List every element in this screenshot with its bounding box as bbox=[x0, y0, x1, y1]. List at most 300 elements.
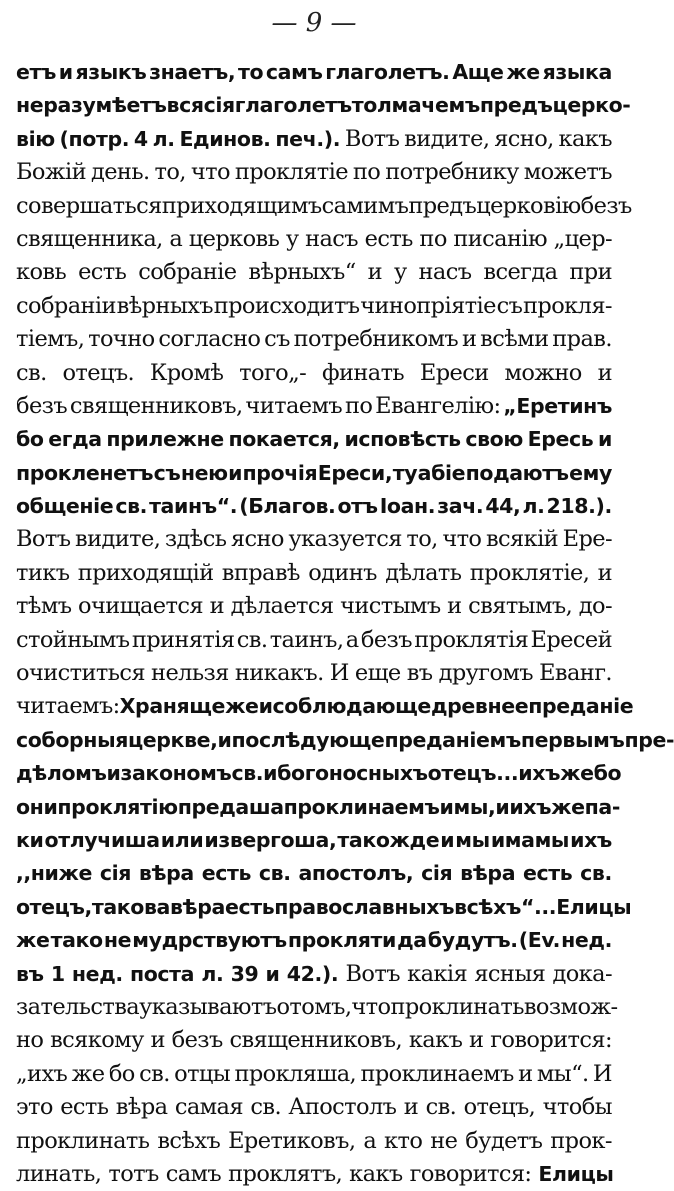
bold-word: таинъ“. bbox=[149, 494, 238, 519]
word: одинъ bbox=[308, 559, 377, 586]
word: вѣрныхъ“ bbox=[248, 259, 356, 286]
bold-word: вѣра bbox=[138, 861, 194, 886]
bold-word: бо bbox=[16, 427, 44, 452]
bold-word: глаголетъ bbox=[234, 93, 352, 118]
word: церковь bbox=[188, 225, 280, 252]
word: Еретиковъ, bbox=[228, 1127, 356, 1154]
bold-word: есть bbox=[201, 861, 252, 886]
word: потребникомъ bbox=[293, 326, 459, 353]
bold-word: и bbox=[265, 961, 280, 986]
word: съ bbox=[264, 326, 290, 353]
bold-word: 42.). bbox=[286, 961, 339, 986]
word: по bbox=[344, 392, 373, 419]
text-line bbox=[16, 457, 612, 490]
word: совершаться bbox=[16, 192, 162, 219]
word: Вотъ bbox=[344, 125, 400, 152]
bold-word: нед. bbox=[71, 961, 123, 986]
word: и bbox=[518, 1060, 533, 1087]
text-line bbox=[16, 991, 618, 1024]
word: Вотъ bbox=[345, 960, 400, 987]
bold-word: Елицы bbox=[538, 1161, 614, 1186]
word: ясно, bbox=[494, 125, 554, 152]
word: прав. bbox=[552, 326, 612, 353]
word: отцы bbox=[174, 1060, 231, 1087]
word: читаемъ: bbox=[16, 693, 120, 720]
text-line bbox=[16, 757, 622, 790]
bold-word: извергоша, bbox=[204, 827, 337, 852]
bold-word: (Ev. bbox=[518, 928, 561, 953]
bold-word: и bbox=[258, 694, 273, 719]
word: безъ bbox=[580, 192, 632, 219]
word: линать, bbox=[16, 1160, 102, 1187]
text-line bbox=[16, 1125, 612, 1158]
word: видите, bbox=[404, 125, 490, 152]
word: о bbox=[276, 993, 290, 1020]
bold-word: (Благов. bbox=[239, 494, 336, 519]
bold-word: отецъ... bbox=[427, 761, 519, 786]
text-line bbox=[16, 290, 612, 323]
bold-word: исповѣсть bbox=[344, 427, 461, 452]
word: а bbox=[345, 626, 359, 653]
bold-word: первымъ bbox=[520, 727, 625, 752]
bold-word: церко- bbox=[552, 93, 631, 118]
bold-word: и bbox=[58, 60, 73, 84]
bold-word: предаша bbox=[177, 794, 284, 819]
word: и bbox=[597, 359, 612, 386]
bold-word: знаетъ, bbox=[149, 60, 236, 84]
text-line bbox=[16, 824, 612, 857]
word: прокляша, bbox=[234, 1060, 357, 1087]
word: священника, bbox=[16, 225, 163, 252]
word: какъ bbox=[408, 1027, 463, 1054]
text-line bbox=[16, 223, 612, 256]
bold-word: ему bbox=[569, 460, 612, 485]
word: вѣра bbox=[115, 1094, 168, 1121]
bold-word: толмачемъ bbox=[351, 93, 480, 118]
bold-word: бо bbox=[593, 761, 622, 786]
word: что bbox=[351, 993, 391, 1020]
text-line bbox=[16, 1091, 612, 1124]
word: вѣрныхъ bbox=[116, 292, 213, 319]
bold-word: ихъ bbox=[570, 827, 612, 852]
word: Божій bbox=[16, 159, 86, 186]
word: священниковъ, bbox=[69, 392, 243, 419]
word: чистымъ bbox=[340, 593, 441, 620]
bold-word: не bbox=[16, 93, 44, 118]
bold-word: или bbox=[160, 827, 204, 852]
word: проклятіе bbox=[234, 159, 348, 186]
word: читаемъ bbox=[245, 392, 343, 419]
bold-word: и bbox=[106, 761, 121, 786]
bold-word: св. bbox=[258, 861, 291, 886]
word: тѣмъ bbox=[16, 593, 72, 620]
text-line bbox=[16, 624, 612, 657]
bold-word: прилежне bbox=[106, 427, 224, 452]
bold-word: л. bbox=[522, 494, 545, 519]
bold-word: такова bbox=[91, 894, 170, 919]
word: всегда bbox=[483, 259, 558, 286]
word: всѣми bbox=[480, 326, 549, 353]
bold-word: отецъ, bbox=[16, 894, 92, 919]
word: по bbox=[352, 159, 381, 186]
word: день. bbox=[90, 159, 150, 186]
text-line bbox=[16, 1058, 612, 1091]
word: приходящимъ bbox=[161, 192, 322, 219]
word: это bbox=[16, 1094, 53, 1121]
word: Апостолъ bbox=[288, 1094, 397, 1121]
word: Евангелію: bbox=[375, 392, 501, 419]
word: что bbox=[190, 159, 230, 186]
bold-word: прокленетъ bbox=[16, 460, 154, 485]
text-line bbox=[16, 891, 632, 924]
word: и bbox=[209, 593, 224, 620]
bold-word: да bbox=[397, 928, 427, 953]
text-line bbox=[16, 1024, 612, 1057]
word: св. bbox=[16, 359, 47, 386]
text-line bbox=[16, 56, 612, 89]
bold-word: свою bbox=[465, 427, 523, 452]
bold-word: Іоан. bbox=[379, 494, 436, 519]
word: дока- bbox=[552, 960, 612, 987]
bold-word: они bbox=[16, 794, 58, 819]
bold-word: же bbox=[560, 761, 594, 786]
word: тіемъ, bbox=[16, 326, 85, 353]
bold-word: вѣра bbox=[169, 894, 225, 919]
bold-word: Единов. bbox=[179, 126, 271, 151]
bold-word: па- bbox=[584, 794, 620, 819]
bold-word: имамы bbox=[490, 827, 570, 852]
word: Ере- bbox=[562, 526, 612, 553]
word: то, bbox=[406, 526, 438, 553]
word: есть bbox=[78, 259, 127, 286]
bold-word: сія bbox=[421, 861, 453, 886]
word: насъ bbox=[305, 225, 359, 252]
bold-word: св. bbox=[115, 494, 148, 519]
bold-word: и bbox=[495, 794, 510, 819]
bold-word: глаголетъ. bbox=[325, 60, 450, 84]
word: Кромѣ bbox=[149, 359, 224, 386]
word: при bbox=[569, 259, 612, 286]
word: Ересей bbox=[530, 626, 612, 653]
word: бо bbox=[108, 1060, 135, 1087]
word: есть bbox=[60, 1094, 109, 1121]
text-line bbox=[16, 523, 612, 556]
text-line bbox=[16, 724, 674, 757]
word: и bbox=[447, 593, 462, 620]
bold-word: етъ bbox=[16, 60, 56, 84]
bold-word: мудрствуютъ bbox=[132, 928, 287, 953]
word: тотъ bbox=[108, 1160, 159, 1187]
word: указываютъ bbox=[139, 993, 277, 1020]
bold-word: подаютъ bbox=[465, 460, 569, 485]
word: а bbox=[363, 1127, 377, 1154]
word: еще bbox=[354, 660, 401, 687]
word: точно bbox=[88, 326, 155, 353]
bold-word: 4 bbox=[133, 126, 148, 151]
word: прокля- bbox=[523, 292, 612, 319]
bold-word: л. bbox=[152, 126, 175, 151]
bold-word: Аще bbox=[452, 60, 504, 84]
bold-word: въ bbox=[16, 961, 44, 986]
word: Ереси bbox=[419, 359, 489, 386]
bold-word: есть bbox=[224, 894, 275, 919]
word: финать bbox=[321, 359, 405, 386]
bold-word: зач. bbox=[437, 494, 484, 519]
bold-word: то bbox=[238, 60, 264, 84]
word: всякій bbox=[485, 526, 559, 553]
text-line bbox=[16, 924, 612, 957]
word: и bbox=[150, 1027, 165, 1054]
bold-word: проклинаемъ bbox=[283, 794, 440, 819]
bold-word: самъ bbox=[265, 60, 323, 84]
word: есть bbox=[364, 225, 413, 252]
text-line bbox=[16, 323, 612, 356]
word: вправѣ bbox=[221, 559, 300, 586]
word: будетъ bbox=[465, 1127, 543, 1154]
word: можно bbox=[504, 359, 582, 386]
bold-word: отъ bbox=[337, 494, 378, 519]
bold-word: такожде bbox=[337, 827, 440, 852]
bold-word: абіе bbox=[417, 460, 466, 485]
text-line bbox=[16, 958, 612, 991]
word: происходитъ bbox=[213, 292, 360, 319]
bold-word: и bbox=[217, 727, 232, 752]
bold-word: сія bbox=[99, 861, 132, 886]
word: самъ bbox=[165, 1160, 222, 1187]
bold-word: л. bbox=[201, 961, 224, 986]
bold-word: же bbox=[506, 60, 540, 84]
word: прок- bbox=[550, 1127, 612, 1154]
word: и bbox=[469, 1027, 484, 1054]
text-line bbox=[16, 256, 612, 289]
bold-word: егда bbox=[48, 427, 102, 452]
bold-word: же bbox=[16, 928, 50, 953]
word: зательства bbox=[16, 993, 140, 1020]
bold-word: и bbox=[440, 827, 455, 852]
bold-word: всѣхъ“... bbox=[454, 894, 557, 919]
bold-word: ,,ниже bbox=[16, 861, 93, 886]
word: Еванг. bbox=[539, 660, 612, 687]
bold-word: и bbox=[263, 761, 278, 786]
bold-word: не bbox=[103, 928, 132, 953]
word: у bbox=[285, 225, 299, 252]
word: же bbox=[71, 1060, 105, 1087]
text-line bbox=[16, 590, 612, 623]
word: И bbox=[592, 1060, 612, 1087]
word: какія bbox=[407, 960, 468, 987]
bold-word: 218.). bbox=[546, 494, 612, 519]
text-line bbox=[16, 357, 612, 390]
bold-word: „Еретинъ bbox=[503, 393, 612, 418]
word: не bbox=[430, 1127, 458, 1154]
bold-word: ту bbox=[392, 460, 418, 485]
word: здѣсь bbox=[164, 526, 227, 553]
bold-word: же bbox=[225, 694, 259, 719]
word: очиститься bbox=[16, 660, 145, 687]
word: проклятіе, bbox=[469, 559, 590, 586]
bold-word: сія bbox=[203, 93, 235, 118]
bold-word: общеніе bbox=[16, 494, 114, 519]
word: всякому bbox=[50, 1027, 144, 1054]
bold-word: 44, bbox=[485, 494, 521, 519]
bold-word: и bbox=[597, 427, 612, 452]
word: можетъ bbox=[523, 159, 612, 186]
text-line bbox=[16, 490, 612, 523]
word: проклятъ, bbox=[228, 1160, 343, 1187]
word: томъ, bbox=[289, 993, 352, 1020]
word: проклинать bbox=[390, 993, 524, 1020]
word: никакъ. bbox=[234, 660, 324, 687]
bold-word: предъ bbox=[479, 93, 553, 118]
bold-word: прокляти bbox=[287, 928, 396, 953]
word: но bbox=[16, 1027, 44, 1054]
bold-word: апостолъ, bbox=[298, 861, 414, 886]
word: то, bbox=[154, 159, 186, 186]
bold-word: ихъ bbox=[518, 761, 561, 786]
bold-word: св. bbox=[580, 861, 612, 886]
word: дѣлается bbox=[230, 593, 334, 620]
text-line bbox=[16, 857, 612, 890]
word: принятія bbox=[131, 626, 235, 653]
bold-word: пре- bbox=[624, 727, 674, 752]
word: всѣхъ bbox=[157, 1127, 221, 1154]
word: св. bbox=[250, 1094, 281, 1121]
word: самимъ bbox=[321, 192, 409, 219]
word: согласно bbox=[158, 326, 261, 353]
word: указуется bbox=[288, 526, 402, 553]
word: по bbox=[419, 225, 447, 252]
bold-word: церкве, bbox=[127, 727, 218, 752]
bold-word: съ bbox=[153, 460, 181, 485]
bold-word: отлучиша bbox=[44, 827, 160, 852]
text-line bbox=[16, 89, 631, 122]
word: таинъ, bbox=[269, 626, 344, 653]
word: „цер- bbox=[553, 225, 612, 252]
word: св. bbox=[236, 626, 268, 653]
word: а bbox=[169, 225, 183, 252]
text-line bbox=[16, 1158, 612, 1191]
bold-word: Ересь bbox=[527, 427, 594, 452]
word: отецъ. bbox=[62, 359, 135, 386]
word: чтобы bbox=[542, 1094, 612, 1121]
bold-word: прочія bbox=[242, 460, 318, 485]
word: святымъ, bbox=[468, 593, 573, 620]
word: Вотъ bbox=[16, 526, 71, 553]
bold-word: вѣра bbox=[460, 861, 516, 886]
bold-word: закономъ bbox=[120, 761, 232, 786]
bold-word: 1 bbox=[50, 961, 65, 986]
word: священниковъ, bbox=[229, 1027, 403, 1054]
word: насъ bbox=[418, 259, 472, 286]
bold-word: языкъ bbox=[75, 60, 147, 84]
bold-word: же bbox=[551, 794, 585, 819]
bold-word: соборныя bbox=[16, 727, 128, 752]
word: говорится: bbox=[490, 1027, 612, 1054]
bold-word: Елицы bbox=[556, 894, 632, 919]
text-line bbox=[16, 190, 632, 223]
word: въ bbox=[406, 660, 433, 687]
word: собраніи bbox=[16, 292, 116, 319]
word: очищается bbox=[78, 593, 203, 620]
word: тикъ bbox=[16, 559, 70, 586]
bold-word: и bbox=[228, 460, 243, 485]
text-line bbox=[16, 690, 634, 723]
word: самая bbox=[174, 1094, 243, 1121]
bold-word: мы bbox=[455, 827, 490, 852]
bold-word: дѣломъ bbox=[16, 761, 107, 786]
bold-word: языка bbox=[542, 60, 612, 84]
word: писанію bbox=[453, 225, 547, 252]
word: безъ bbox=[360, 626, 412, 653]
word: мы“. bbox=[536, 1060, 589, 1087]
word: до- bbox=[578, 593, 612, 620]
word: св. bbox=[139, 1060, 170, 1087]
bold-word: соблюдающе bbox=[272, 694, 431, 719]
word: безъ bbox=[16, 392, 68, 419]
word: у bbox=[393, 259, 407, 286]
bold-word: 39 bbox=[230, 961, 259, 986]
word: дѣлать bbox=[385, 559, 462, 586]
word: церковію bbox=[476, 192, 581, 219]
bold-word: Ереси, bbox=[317, 460, 393, 485]
bold-word: богоносныхъ bbox=[277, 761, 428, 786]
word: и bbox=[403, 1094, 419, 1121]
body-text bbox=[16, 56, 674, 1191]
text-line bbox=[16, 791, 620, 824]
word: и bbox=[367, 259, 382, 286]
word: отецъ, bbox=[463, 1094, 536, 1121]
word: чинопріятіе bbox=[360, 292, 496, 319]
bold-word: будутъ. bbox=[427, 928, 518, 953]
text-line bbox=[16, 123, 612, 156]
word: и bbox=[597, 559, 612, 586]
word: кто bbox=[384, 1127, 423, 1154]
word: какъ bbox=[349, 1160, 403, 1187]
bold-word: и bbox=[439, 794, 454, 819]
word: ясно bbox=[230, 526, 284, 553]
bold-word: ки bbox=[16, 827, 44, 852]
word: видите, bbox=[75, 526, 161, 553]
word: приходящій bbox=[77, 559, 214, 586]
bold-word: тако bbox=[50, 928, 103, 953]
bold-word: есть bbox=[522, 861, 573, 886]
bold-word: (потр. bbox=[59, 126, 130, 151]
bold-word: поста bbox=[129, 961, 195, 986]
word: собраніе bbox=[138, 259, 237, 286]
bold-word: преданіе bbox=[528, 694, 634, 719]
bold-word: проклятію bbox=[57, 794, 178, 819]
word: что bbox=[442, 526, 482, 553]
text-line bbox=[16, 390, 612, 423]
bold-word: нед. bbox=[561, 928, 612, 953]
word: возмож- bbox=[523, 993, 618, 1020]
bold-word: мы, bbox=[453, 794, 496, 819]
word: нельзя bbox=[151, 660, 229, 687]
bold-word: православныхъ bbox=[274, 894, 455, 919]
text-line bbox=[16, 156, 612, 189]
bold-word: покается, bbox=[228, 427, 340, 452]
bold-word: Хранящe bbox=[119, 694, 226, 719]
bold-word: древнее bbox=[430, 694, 529, 719]
word: потребнику bbox=[385, 159, 519, 186]
word: „ихъ bbox=[16, 1060, 68, 1087]
bold-word: разумѣетъ bbox=[43, 93, 167, 118]
bold-word: послѣдующе bbox=[231, 727, 385, 752]
word: ковь bbox=[16, 259, 67, 286]
word: съ bbox=[496, 292, 523, 319]
word: стойнымъ bbox=[16, 626, 130, 653]
word: ясныя bbox=[474, 960, 546, 987]
